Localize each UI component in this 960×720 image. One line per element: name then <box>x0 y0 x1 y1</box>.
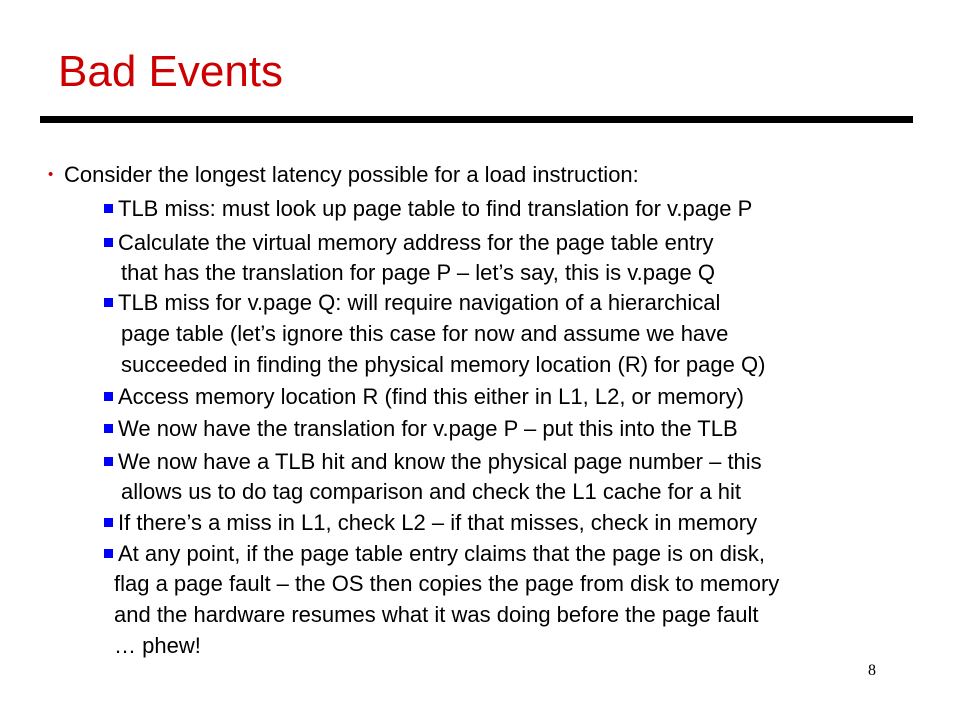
square-bullet-icon <box>104 392 113 401</box>
square-bullet-icon <box>104 298 113 307</box>
sub-bullet-line: If there’s a miss in L1, check L2 – if that misses, check in memory <box>118 510 758 535</box>
sub-bullet-line: succeeded in finding the physical memory location (R) for page Q) <box>121 352 766 377</box>
sub-bullet-line: TLB miss: must look up page table to find translation for v.page P <box>118 196 753 221</box>
square-bullet-icon <box>104 549 113 558</box>
main-bullet-icon: • <box>48 166 54 183</box>
square-bullet-icon <box>104 204 113 213</box>
page-number: 8 <box>868 662 876 679</box>
square-bullet-icon <box>104 518 113 527</box>
sub-bullet-line: We now have a TLB hit and know the physical page number – this <box>118 449 762 474</box>
square-bullet-icon <box>104 238 113 247</box>
slide-title: Bad Events <box>58 47 284 96</box>
sub-bullet-line: We now have the translation for v.page P – put this into the TLB <box>118 416 738 441</box>
sub-bullet-line: TLB miss for v.page Q: will require navigation of a hierarchical <box>118 290 721 315</box>
sub-bullet-line: that has the translation for page P – let’s say, this is v.page Q <box>121 260 715 285</box>
sub-bullet-line: … phew! <box>114 633 201 658</box>
sub-bullet-line: and the hardware resumes what it was doing before the page fault <box>114 602 759 627</box>
sub-bullet-line: Access memory location R (find this either in L1, L2, or memory) <box>118 384 745 409</box>
sub-bullet-line: flag a page fault – the OS then copies the page from disk to memory <box>114 571 780 596</box>
square-bullet-icon <box>104 457 113 466</box>
title-divider <box>40 116 913 123</box>
sub-bullet-line: page table (let’s ignore this case for now and assume we have <box>121 321 729 346</box>
square-bullet-icon <box>104 424 113 433</box>
sub-bullet-line: allows us to do tag comparison and check the L1 cache for a hit <box>121 479 742 504</box>
main-bullet-text: Consider the longest latency possible for a load instruction: <box>64 162 639 187</box>
sub-bullet-line: Calculate the virtual memory address for the page table entry <box>118 230 714 255</box>
sub-bullet-line: At any point, if the page table entry claims that the page is on disk, <box>118 541 765 566</box>
